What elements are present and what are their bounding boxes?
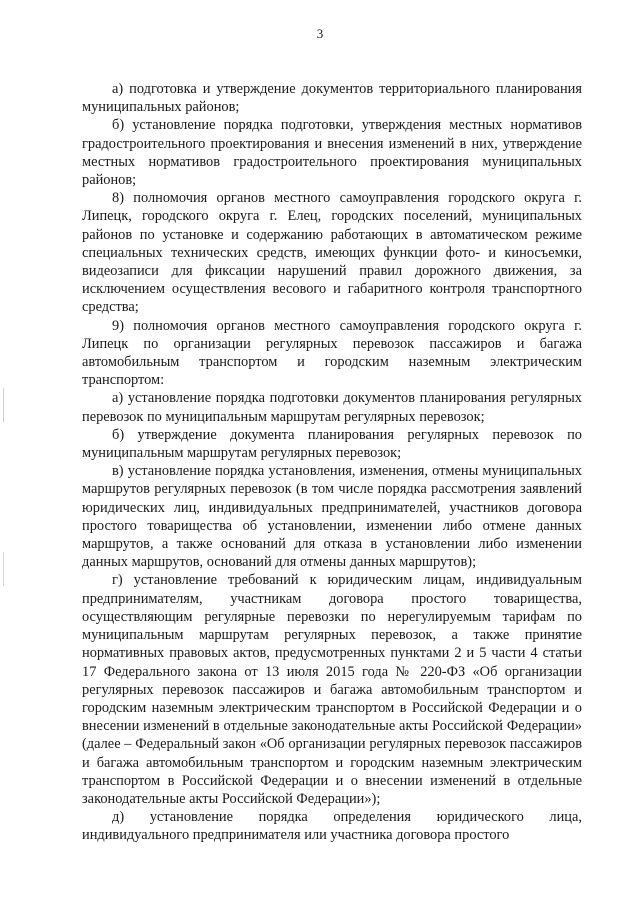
paragraph-item-9b: б) утверждение документа планирования регулярных перевозок по муниципальным маршрутам регулярных перевозок; xyxy=(82,426,582,462)
paragraph-item-8: 8) полномочия органов местного самоуправления городского округа г. Липецк, городского округа г. Елец, городских поселений, муниципальных районов по установке и содержанию работающих в автоматическом режиме специальных технических средств, имеющих функции фото- и киносъемки, видеозаписи для фиксации нарушений правил дорожного движения, за исключением осуществления весового и габаритного контроля транспортного средства; xyxy=(82,190,582,316)
paragraph-item-a: а) подготовка и утверждение документов территориального планирования муниципальных районов; xyxy=(82,81,582,116)
paragraph-item-9v: в) установление порядка установления, изменения, отмены муниципальных маршрутов регулярных перевозок (в том числе порядка рассмотрения заявлений юридических лиц, индивидуальных предпринимателей, участников договора простого товарищества об установлении, изменении либо отмене данных маршрутов, а также оснований для отказа в установлении либо изменении данных маршрутов, оснований для отмены данных маршрутов); xyxy=(82,463,582,571)
paragraph-item-9d: д) установление порядка определения юридического лица, индивидуального предпринимателя или участника договора простого xyxy=(82,809,582,844)
paragraph-item-b: б) установление порядка подготовки, утверждения местных нормативов градостроительного проектирования и внесения изменений в них, утверждение местных нормативов градостроительного проектирования муниципальных районов; xyxy=(82,117,582,189)
paragraph-item-9g: г) установление требований к юридическим лицам, индивидуальным предпринимателям, участникам договора простого товарищества, осуществляющим регулярные перевозки по нерегулируемым тарифам по муниципальным маршрутам регулярных перевозок, а также принятие нормативных правовых актов, предусмотренных пунктами 2 и 5 части 4 статьи 17 Федерального закона от 13 июля 2015 года № 220-ФЗ «Об организации регулярных перевозок пассажиров и багажа автомобильным транспортом и городским наземным электрическим транспортом в Российской Федерации и о внесении изменений в отдельные законодательные акты Российской Федерации» (далее – Федеральный закон «Об организации регулярных перевозок пассажиров и багажа автомобильным транспортом и городским наземным электрическим транспортом в Российской Федерации и о внесении изменений в отдельные законодательные акты Российской Федерации»); xyxy=(82,572,582,807)
paragraph-item-9: 9) полномочия органов местного самоуправления городского округа г. Липецк по организации регулярных перевозок пассажиров и багажа автомобильным транспортом и городским наземным электрическим транспортом: xyxy=(82,317,582,389)
scan-edge-mark xyxy=(3,388,4,422)
paragraph-item-9a: а) установление порядка подготовки документов планирования регулярных перевозок по муниципальным маршрутам регулярных перевозок; xyxy=(82,390,582,425)
page-number: 3 xyxy=(316,26,324,41)
document-body xyxy=(82,80,582,845)
scan-edge-mark xyxy=(3,552,4,586)
